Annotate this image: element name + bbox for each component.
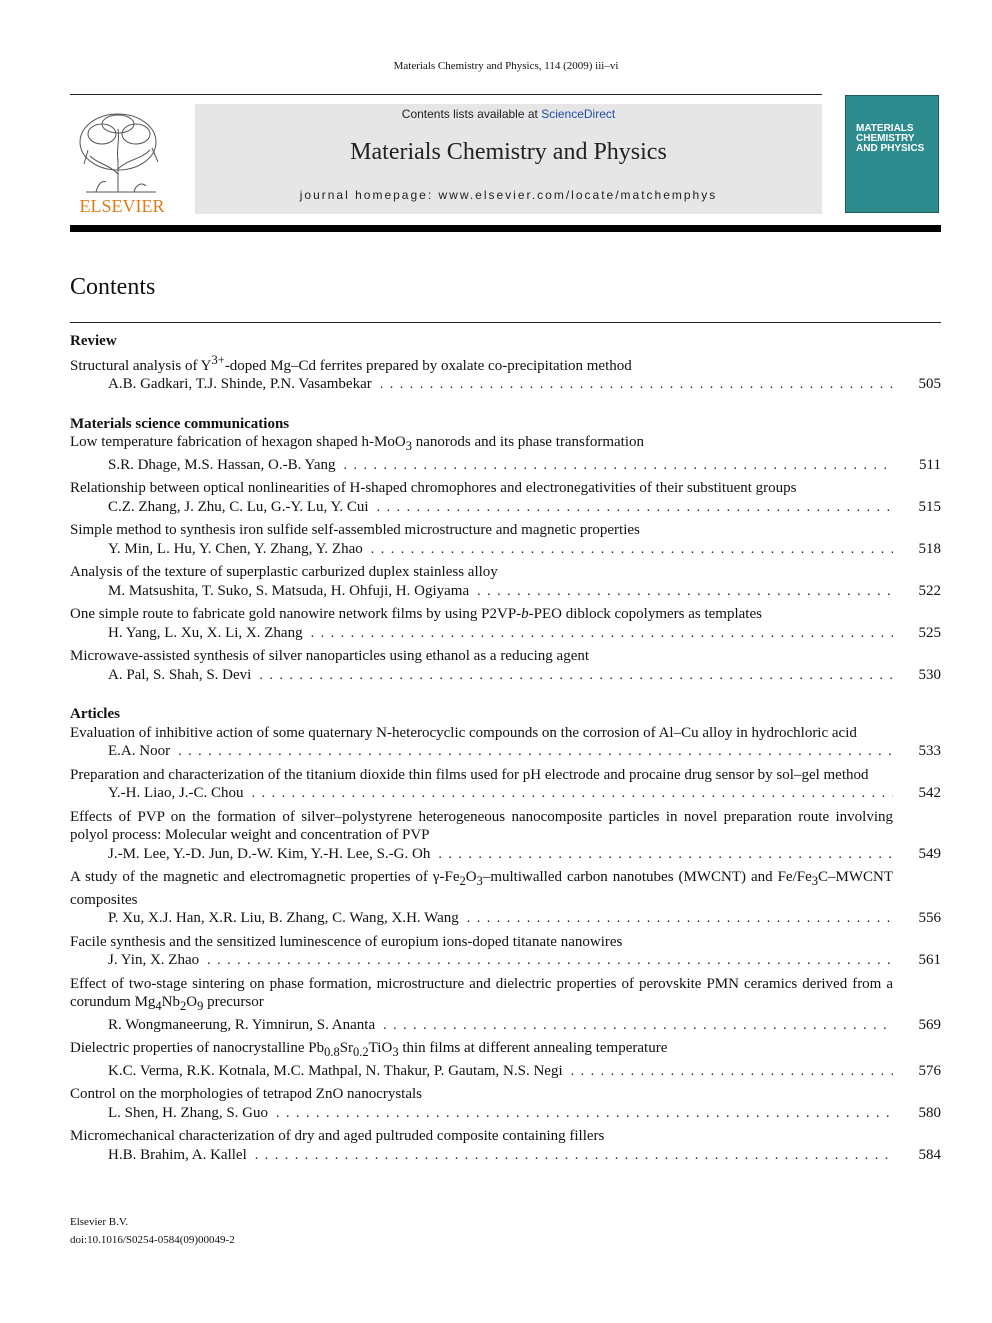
dot-leader: [259, 667, 893, 686]
dot-leader: [380, 376, 893, 395]
article-authors: H.B. Brahim, A. Kallel: [108, 1146, 247, 1163]
article-authors: K.C. Verma, R.K. Kotnala, M.C. Mathpal, N. Thakur, P. Gautam, N.S. Negi: [108, 1062, 563, 1079]
article-authors: L. Shen, H. Zhang, S. Guo: [108, 1104, 268, 1121]
toc-entry[interactable]: [70, 724, 941, 762]
article-title[interactable]: Relationship between optical nonlinearities of H-shaped chromophores and electronegativities of their substituent groups: [70, 480, 797, 496]
toc-entry[interactable]: [70, 563, 941, 601]
article-title[interactable]: Evaluation of inhibitive action of some quaternary N-heterocyclic compounds on the corrosion of Al–Cu alloy in hydrochloric acid: [70, 724, 857, 741]
article-title[interactable]: One simple route to fabricate gold nanowire network films by using P2VP-b-PEO diblock copolymers as templates: [70, 606, 762, 622]
page-number[interactable]: 569: [918, 1016, 941, 1033]
page-number[interactable]: 542: [918, 785, 941, 801]
article-title[interactable]: Effects of PVP on the formation of silver–polystyrene heterogeneous nanocomposite particles in novel preparation route involving polyol process: Molecular weight and concentration of PVP: [70, 808, 893, 843]
article-title[interactable]: Low temperature fabrication of hexagon shaped h-MoO$_3$ nanorods and its phase transformation: [70, 434, 644, 453]
page-number[interactable]: 518: [918, 540, 941, 557]
publisher-name: Elsevier B.V.: [70, 1216, 129, 1228]
journal-banner: [195, 104, 822, 214]
toc-entry[interactable]: [70, 975, 941, 1036]
article-authors: M. Matsushita, T. Suko, S. Matsuda, H. Ohfuji, H. Ogiyama: [108, 582, 470, 599]
article-title[interactable]: Microwave-assisted synthesis of silver nanoparticles using ethanol as a reducing agent: [70, 648, 590, 664]
page-number[interactable]: 530: [918, 666, 941, 683]
page-number[interactable]: 580: [918, 1104, 941, 1121]
section-articles: [70, 705, 941, 1165]
dot-leader: [371, 541, 893, 560]
article-authors: C.Z. Zhang, J. Zhu, C. Lu, G.-Y. Lu, Y. Cui: [108, 498, 369, 515]
article-authors: Y.-H. Liao, J.-C. Chou: [108, 785, 244, 801]
dot-leader: [467, 910, 893, 929]
sciencedirect-link[interactable]: ScienceDirect: [541, 107, 616, 121]
contents-rule: [70, 322, 941, 323]
toc-entry[interactable]: [70, 605, 941, 643]
article-title[interactable]: Dielectric properties of nanocrystalline $Pb_{0.8}Sr_{0.2}TiO_3$ thin films at different annealing temperature: [70, 1040, 668, 1059]
page-footer: [70, 1213, 235, 1249]
article-title[interactable]: Facile synthesis and the sensitized luminescence of europium ions-doped titanate nanowires: [70, 933, 623, 950]
dot-leader: [344, 457, 893, 476]
toc-entry[interactable]: [70, 766, 941, 804]
contents-available-text: Contents lists available at: [401, 107, 542, 121]
dot-leader: [207, 952, 893, 971]
dot-leader: [377, 499, 893, 518]
article-authors: Y. Min, L. Hu, Y. Chen, Y. Zhang, Y. Zhao: [108, 540, 363, 557]
page-number[interactable]: 556: [918, 910, 941, 926]
dot-leader: [438, 846, 893, 865]
article-title[interactable]: Effect of two-stage sintering on phase formation, microstructure and dielectric properties of perovskite PMN ceramics derived from a corundum $Mg_4Nb_2O_9$ precursor: [70, 975, 893, 1013]
article-authors: E.A. Noor: [108, 743, 171, 759]
page-number[interactable]: 515: [918, 498, 941, 515]
article-title[interactable]: Micromechanical characterization of dry and aged pultruded composite containing fillers: [70, 1128, 605, 1144]
article-authors: S.R. Dhage, M.S. Hassan, O.-B. Yang: [108, 456, 336, 473]
section-title: Materials science communications: [70, 415, 290, 432]
dot-leader: [276, 1105, 893, 1124]
toc-entry[interactable]: [70, 433, 941, 475]
journal-cover: [845, 95, 939, 213]
dot-leader: [178, 743, 893, 762]
page-number[interactable]: 561: [918, 952, 941, 968]
dot-leader: [255, 1147, 893, 1166]
toc-entry[interactable]: [70, 351, 941, 395]
toc-entry[interactable]: [70, 933, 941, 971]
dot-leader: [383, 1017, 893, 1036]
dot-leader: [571, 1063, 893, 1082]
dot-leader: [311, 625, 893, 644]
toc-entry[interactable]: [70, 1085, 941, 1123]
elsevier-logo: [68, 104, 176, 216]
article-authors: H. Yang, L. Xu, X. Li, X. Zhang: [108, 624, 303, 641]
toc-entry[interactable]: [70, 521, 941, 559]
article-title[interactable]: Structural analysis of $Y^{3+}$-doped Mg–Cd ferrites prepared by oxalate co-precipitation method: [70, 352, 632, 374]
toc-entry[interactable]: [70, 479, 941, 517]
page-number[interactable]: 533: [918, 743, 941, 759]
page-number[interactable]: 576: [918, 1062, 941, 1079]
article-title[interactable]: Preparation and characterization of the titanium dioxide thin films used for pH electrode and procaine drug sensor by sol–gel method: [70, 766, 869, 783]
doi[interactable]: doi:10.1016/S0254-0584(09)00049-2: [70, 1234, 235, 1246]
dot-leader: [477, 583, 893, 602]
article-authors: A. Pal, S. Shah, S. Devi: [108, 666, 252, 683]
contents-available-line: [195, 107, 822, 121]
toc-entry[interactable]: [70, 1039, 941, 1081]
section-title: Articles: [70, 706, 120, 722]
page-number[interactable]: 549: [918, 845, 941, 862]
elsevier-wordmark: ELSEVIER: [79, 196, 165, 216]
article-authors: A.B. Gadkari, T.J. Shinde, P.N. Vasambekar: [108, 376, 372, 392]
article-authors: P. Xu, X.J. Han, X.R. Liu, B. Zhang, C. Wang, X.H. Wang: [108, 910, 459, 926]
cover-title: MATERIALS CHEMISTRY AND PHYSICS: [856, 123, 925, 154]
page-number[interactable]: 584: [918, 1146, 941, 1163]
dot-leader: [252, 785, 893, 804]
toc-entry[interactable]: [70, 868, 941, 929]
article-title[interactable]: Control on the morphologies of tetrapod ZnO nanocrystals: [70, 1086, 423, 1102]
toc-entry[interactable]: [70, 647, 941, 685]
article-title[interactable]: Analysis of the texture of superplastic carburized duplex stainless alloy: [70, 564, 498, 580]
header-rule: [70, 94, 822, 95]
article-authors: R. Wongmaneerung, R. Yimnirun, S. Ananta: [108, 1016, 376, 1033]
page-number[interactable]: 505: [918, 376, 941, 392]
journal-homepage[interactable]: journal homepage: www.elsevier.com/locate/matchemphys: [299, 188, 718, 202]
journal-title: Materials Chemistry and Physics: [350, 139, 667, 165]
running-head: Materials Chemistry and Physics, 114 (2009) iii–vi: [393, 60, 619, 72]
toc-entry[interactable]: [70, 808, 941, 865]
section-review: [70, 332, 941, 395]
section-communications: [70, 415, 941, 686]
article-authors: J.-M. Lee, Y.-D. Jun, D.-W. Kim, Y.-H. Lee, S.-G. Oh: [108, 845, 431, 862]
article-title[interactable]: A study of the magnetic and electromagnetic properties of $\gamma-Fe_2O_3$–multiwalled carbon nanotubes (MWCNT) and $Fe/Fe_3C$–MWCNT composites: [70, 869, 893, 908]
page-number[interactable]: 522: [918, 582, 941, 599]
article-authors: J. Yin, X. Zhao: [108, 952, 200, 968]
page-title: Contents: [70, 274, 156, 300]
table-of-contents: [70, 332, 941, 1185]
header-thick-rule: [70, 225, 941, 232]
section-title: Review: [70, 333, 117, 349]
page-number[interactable]: 525: [918, 624, 941, 641]
toc-entry[interactable]: [70, 1127, 941, 1165]
page-number[interactable]: 511: [919, 456, 941, 473]
article-title[interactable]: Simple method to synthesis iron sulfide self-assembled microstructure and magnetic properties: [70, 522, 640, 538]
